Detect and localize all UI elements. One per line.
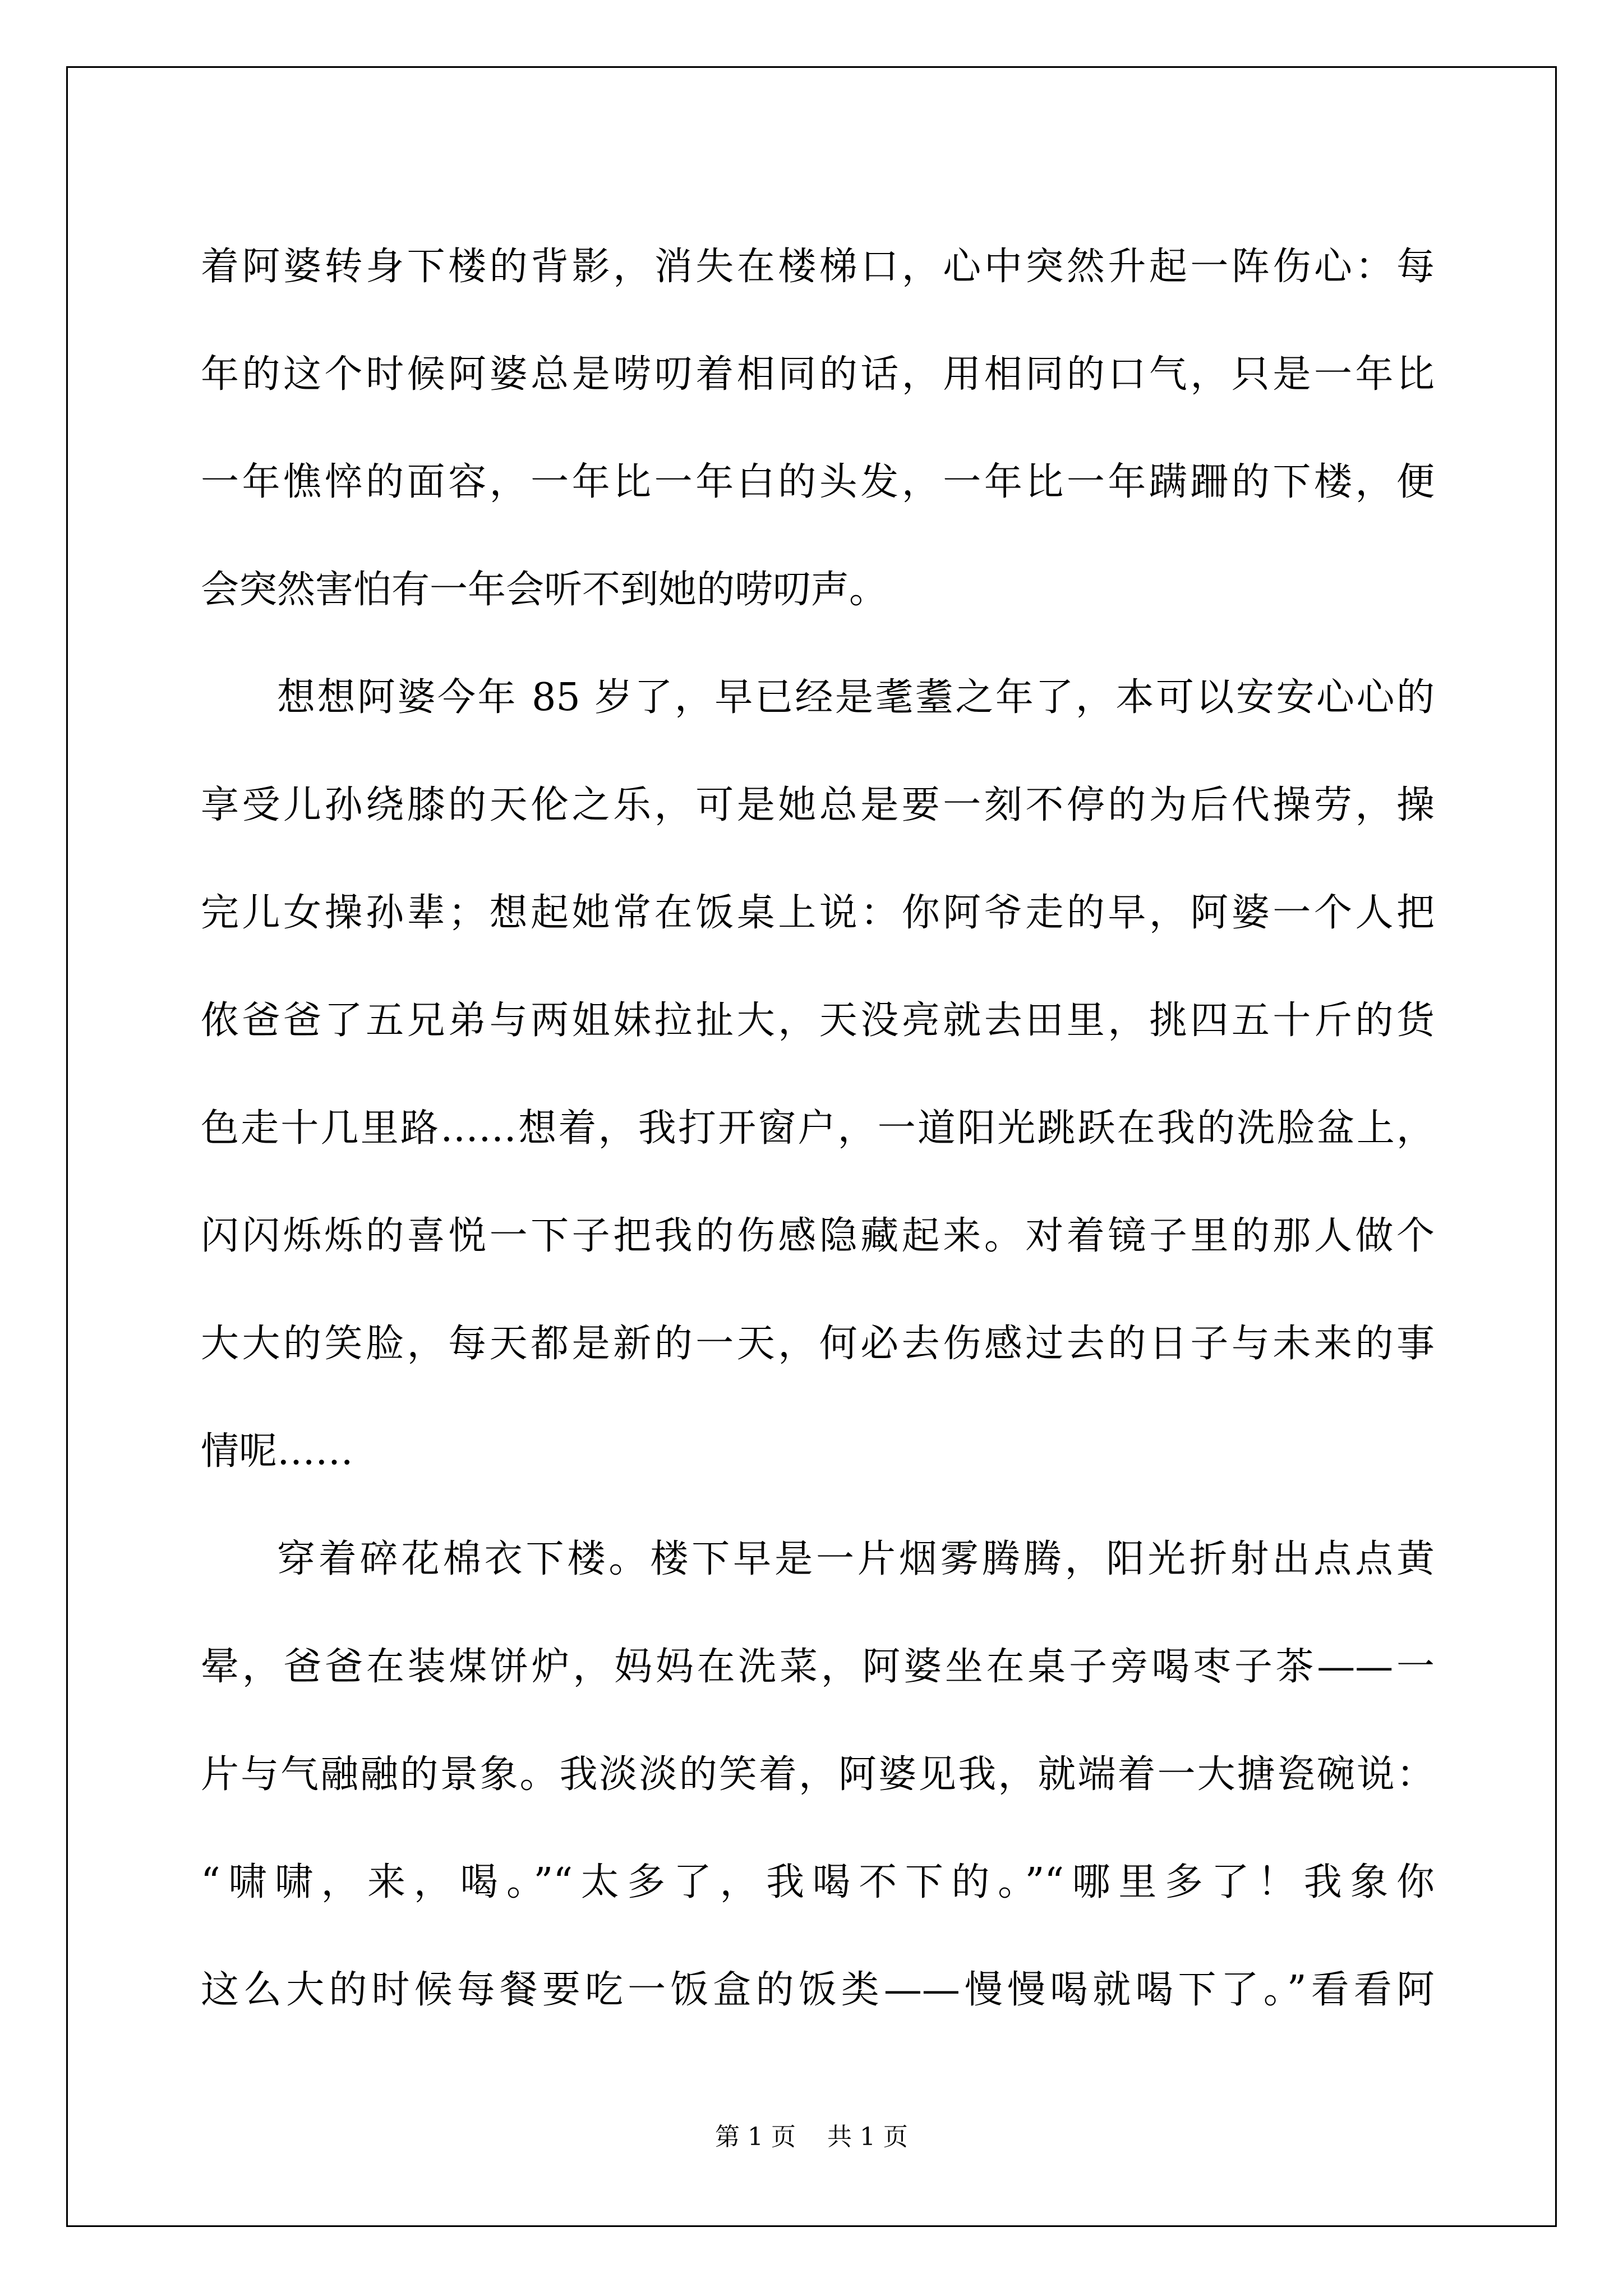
text-line: 着阿婆转身下楼的背影，消失在楼梯口，心中突然升起一阵伤心：每 — [201, 245, 1435, 289]
text-line: 完儿女操孙辈；想起她常在饭桌上说：你阿爷走的早，阿婆一个人把 — [201, 891, 1435, 935]
page-footer: 第 1 页 共 1 页 — [715, 2123, 908, 2151]
text-line: 穿着碎花棉衣下楼。楼下早是一片烟雾腾腾，阳光折射出点点黄 — [277, 1537, 1435, 1581]
text-line: 享受儿孙绕膝的天伦之乐，可是她总是要一刻不停的为后代操劳，操 — [201, 783, 1435, 827]
text-line: 大大的笑脸，每天都是新的一天，何必去伤感过去的日子与未来的事 — [201, 1322, 1435, 1366]
text-line: 侬爸爸了五兄弟与两姐妹拉扯大，天没亮就去田里，挑四五十斤的货 — [201, 999, 1435, 1043]
text-line: 片与气融融的景象。我淡淡的笑着，阿婆见我，就端着一大搪瓷碗说： — [201, 1752, 1435, 1797]
document-body — [201, 213, 1435, 2044]
text-line: 闪闪烁烁的喜悦一下子把我的伤感隐藏起来。对着镜子里的那人做个 — [201, 1214, 1435, 1258]
text-line: 情呢…… — [201, 1429, 354, 1474]
text-line: “啸啸，来，喝。”“太多了，我喝不下的。”“哪里多了！我象你 — [201, 1860, 1435, 1904]
text-line: 晕，爸爸在装煤饼炉，妈妈在洗菜，阿婆坐在桌子旁喝枣子茶——一 — [201, 1645, 1435, 1689]
text-line: 这么大的时候每餐要吃一饭盒的饭类——慢慢喝就喝下了。”看看阿 — [201, 1968, 1435, 2012]
text-line: 一年憔悴的面容，一年比一年白的头发，一年比一年蹒跚的下楼，便 — [201, 460, 1435, 504]
text-line: 年的这个时候阿婆总是唠叨着相同的话，用相同的口气，只是一年比 — [201, 352, 1435, 397]
text-line: 色走十几里路……想着，我打开窗户，一道阳光跳跃在我的洗脸盆上， — [201, 1106, 1435, 1151]
text-line: 想想阿婆今年 85 岁了，早已经是耄耋之年了，本可以安安心心的 — [277, 675, 1435, 720]
text-line: 会突然害怕有一年会听不到她的唠叨声。 — [201, 568, 888, 612]
